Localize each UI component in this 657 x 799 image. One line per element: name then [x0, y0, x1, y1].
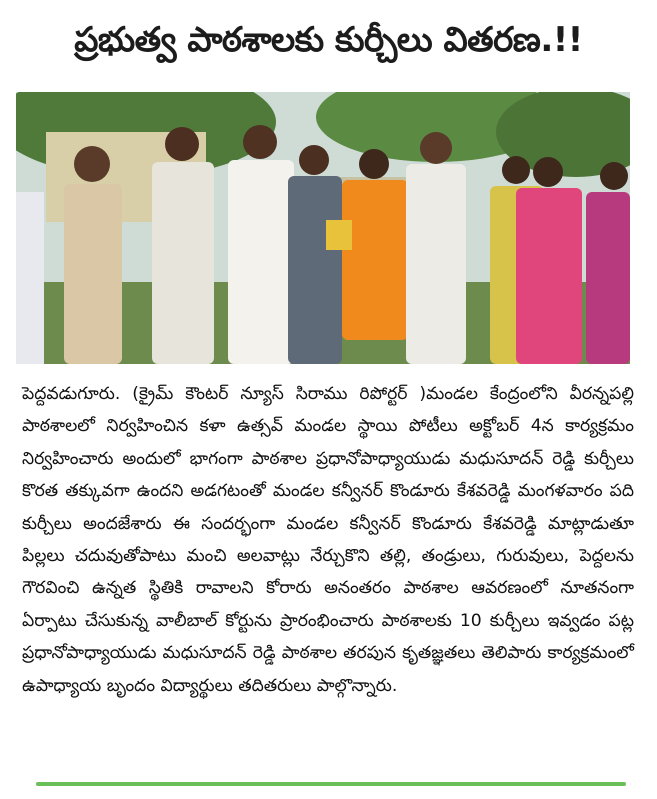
footer-rule	[36, 782, 626, 786]
news-photo	[16, 92, 630, 364]
headline: ప్రభుత్వ పాఠశాలకు కుర్చీలు వితరణ.!!	[74, 20, 583, 60]
article-body: పెద్దవడుగూరు. (క్రైమ్ కౌంటర్ న్యూస్ సిరాము రిపోర్టర్ )మండల కేంద్రంలోని వీరన్నపల్లి పాఠశాలలో నిర్వహించిన కళా ఉత్సవ్ మండల స్థాయి పోటీలు అక్టోబర్ 4న కార్యక్రమం నిర్వహించారు అందులో భాగంగా పాఠశాల ప్రధానోపాధ్యాయుడు మధుసూదన్ రెడ్డి కుర్చీలు కొరత తక్కువగా ఉందని అడగటంతో మండల కన్వీనర్ కొండూరు కేశవరెడ్డి మంగళవారం పది కుర్చీలు అందజేశారు ఈ సందర్భంగా మండల కన్వీనర్ కొండూరు కేశవరెడ్డి మాట్లాడుతూ పిల్లలు చదువుతోపాటు మంచి అలవాట్లు నేర్చుకొని తల్లి, తండ్రులు, గురువులు, పెద్దలను గౌరవించి ఉన్నత స్థితికి రావాలని కోరారు అనంతరం పాఠశాల ఆవరణంలో నూతనంగా ఏర్పాటు చేసుకున్న వాలీబాల్ కోర్టును ప్రారంభించారు పాఠశాలకు 10 కుర్చీలు ఇవ్వడం పట్ల ప్రధానోపాధ్యాయుడు మధుసూదన్ రెడ్డి పాఠశాల తరపున కృతజ్ఞతలు తెలిపారు కార్యక్రమంలో ఉపాధ్యాయ బృందం విద్యార్థులు తదితరులు పాల్గొన్నారు.	[22, 384, 634, 696]
group-photo-illustration	[16, 92, 630, 364]
